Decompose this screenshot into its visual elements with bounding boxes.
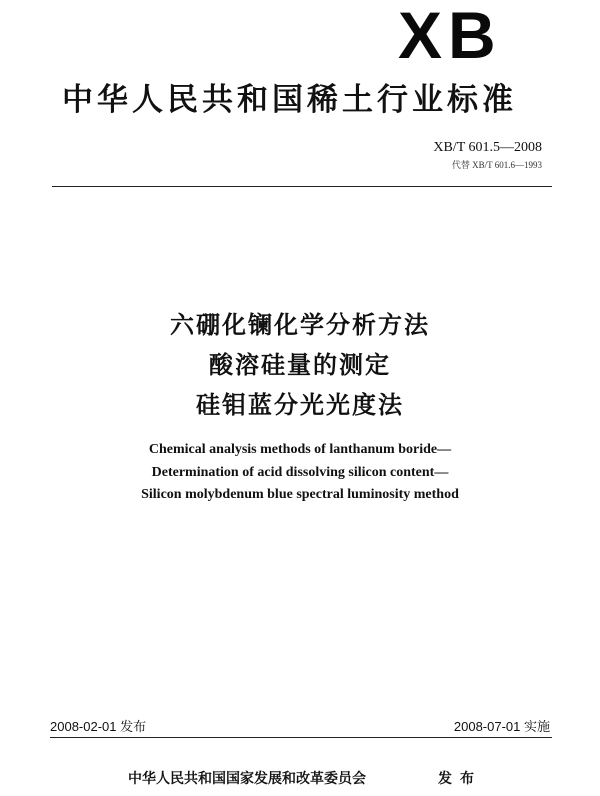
chinese-title-line-2: 酸溶硅量的测定 <box>209 351 391 379</box>
issue-action: 发布 <box>438 771 482 787</box>
chinese-title-line-3: 硅钼蓝分光光度法 <box>196 391 404 419</box>
implementation-date: 2008-07-01 实施 <box>453 719 550 734</box>
org-title: 中华人民共和国稀土行业标准 <box>62 82 517 118</box>
issuing-authority: 中华人民共和国国家发展和改革委员会 <box>128 771 366 787</box>
english-title-line-2: Determination of acid dissolving silicon content— <box>151 465 449 480</box>
standard-number: XB/T 601.5—2008 <box>433 140 542 155</box>
english-title-line-3: Silicon molybdenum blue spectral luminosity method <box>141 487 459 502</box>
issue-date: 2008-02-01 发布 <box>50 719 147 734</box>
standard-replaces: 代替 XB/T 601.6—1993 <box>451 160 542 170</box>
xb-logo: XB <box>398 0 502 72</box>
english-title-line-1: Chemical analysis methods of lanthanum boride— <box>148 442 452 457</box>
chinese-title-line-1: 六硼化镧化学分析方法 <box>170 311 430 339</box>
footer-divider <box>50 737 552 738</box>
header-divider <box>52 186 552 187</box>
